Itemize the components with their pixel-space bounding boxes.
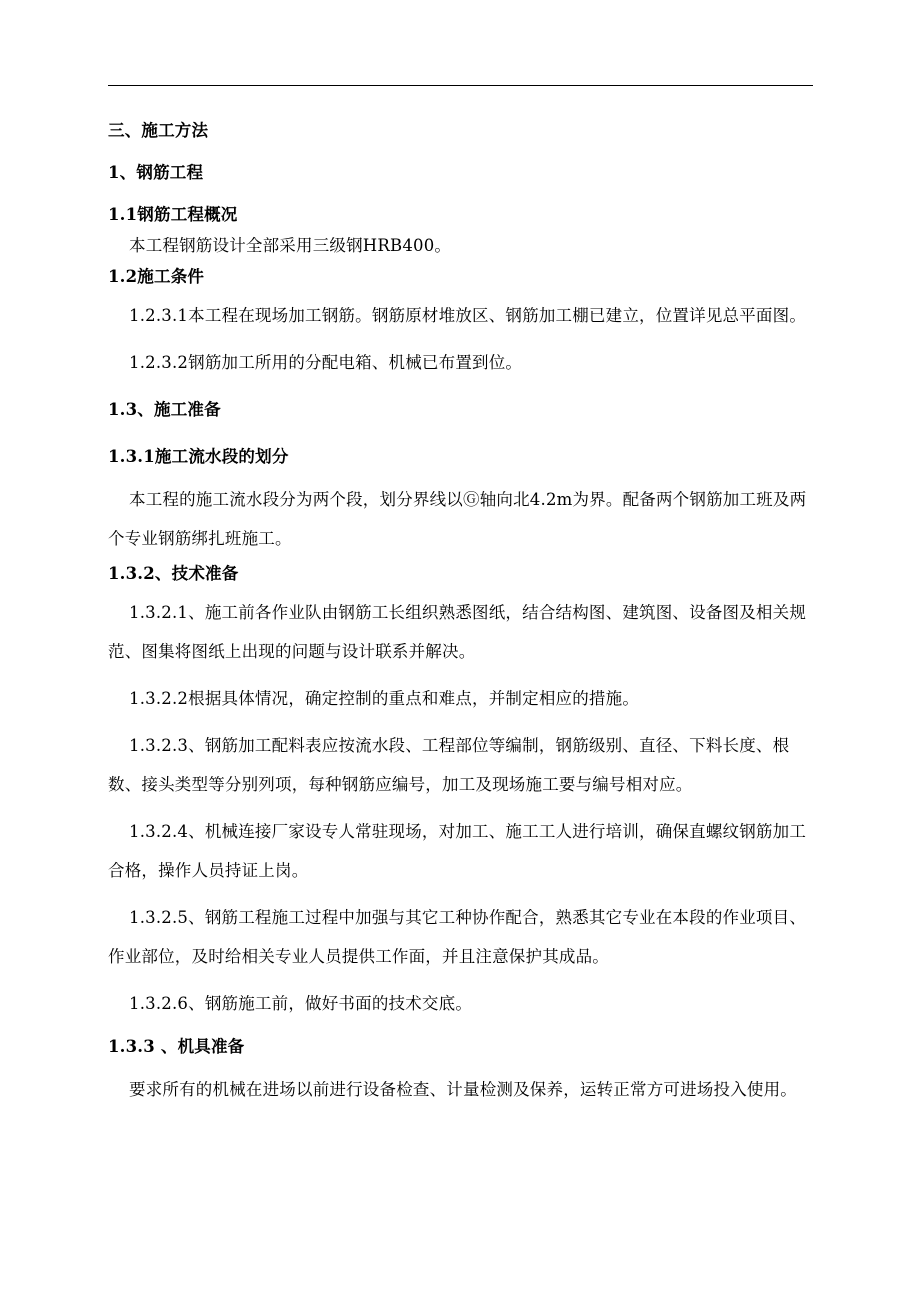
paragraph: 1.2.3.1本工程在现场加工钢筋。钢筋原材堆放区、钢筋加工棚已建立，位置详见总平面图。: [129, 306, 807, 325]
subsection-heading: 1.1钢筋工程概况: [108, 205, 238, 224]
header-rule: [108, 85, 813, 86]
paragraph: 1.3.2.4、机械连接厂家设专人常驻现场，对加工、施工工人进行培训，确保直螺纹钢筋加工合格，操作人员持证上岗。: [108, 822, 807, 880]
paragraph: 1.3.2.1、施工前各作业队由钢筋工长组织熟悉图纸，结合结构图、建筑图、设备图及相关规范、图集将图纸上出现的问题与设计联系并解决。: [108, 603, 807, 661]
paragraph: 本工程钢筋设计全部采用三级钢HRB400。: [129, 236, 452, 255]
subsection-heading: 1.3、施工准备: [108, 400, 221, 419]
paragraph: 本工程的施工流水段分为两个段，划分界线以Ⓖ轴向北4.2m为界。配备两个钢筋加工班及两个专业钢筋绑扎班施工。: [108, 490, 807, 548]
subsection-heading: 1.3.1施工流水段的划分: [108, 447, 289, 466]
paragraph: 1.3.2.6、钢筋施工前，做好书面的技术交底。: [129, 994, 473, 1013]
subsection-heading: 1.2施工条件: [108, 267, 205, 286]
paragraph: 1.3.2.5、钢筋工程施工过程中加强与其它工种协作配合，熟悉其它专业在本段的作业项目、作业部位，及时给相关专业人员提供工作面，并且注意保护其成品。: [108, 908, 807, 966]
subsection-heading: 1、钢筋工程: [108, 163, 204, 182]
subsection-heading: 1.3.2、技术准备: [108, 564, 239, 583]
paragraph: 1.3.2.2根据具体情况，确定控制的重点和难点，并制定相应的措施。: [129, 689, 640, 708]
subsection-heading: 1.3.3 、机具准备: [108, 1037, 245, 1056]
paragraph: 1.3.2.3、钢筋加工配料表应按流水段、工程部位等编制，钢筋级别、直径、下料长度、根数、接头类型等分别列项，每种钢筋应编号，加工及现场施工要与编号相对应。: [108, 736, 790, 794]
paragraph: 1.2.3.2钢筋加工所用的分配电箱、机械已布置到位。: [129, 353, 523, 372]
document-body: [108, 115, 813, 1109]
section-heading: 三、施工方法: [108, 121, 209, 140]
paragraph: 要求所有的机械在进场以前进行设备检查、计量检测及保养，运转正常方可进场投入使用。: [129, 1080, 797, 1099]
